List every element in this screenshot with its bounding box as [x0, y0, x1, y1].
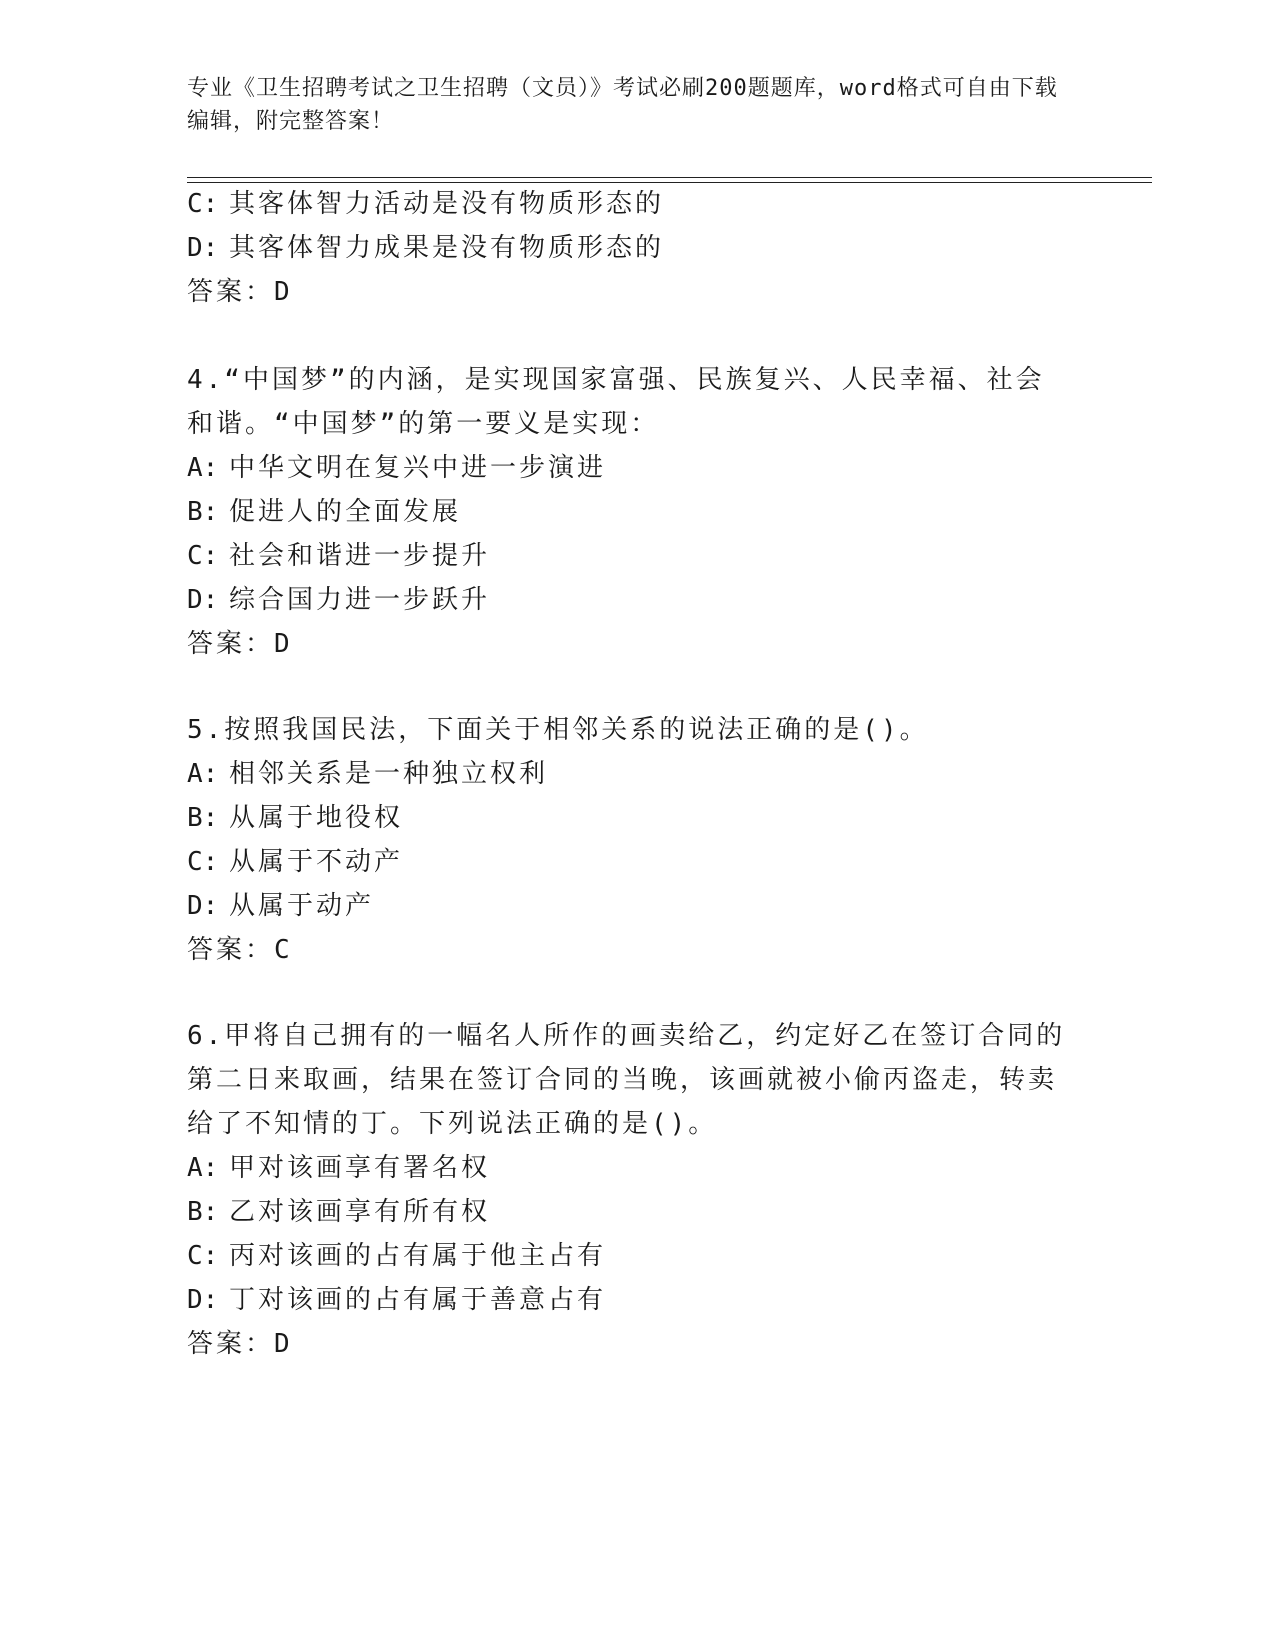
- option-d: D: 丁对该画的占有属于善意占有: [187, 1285, 607, 1315]
- header-divider: [187, 182, 1152, 183]
- question-line: 6.甲将自己拥有的一幅名人所作的画卖给乙，约定好乙在签订合同的: [187, 1021, 1066, 1051]
- option-d: D: 综合国力进一步跃升: [187, 585, 491, 615]
- option-a: A: 甲对该画享有署名权: [187, 1153, 491, 1183]
- question-line: 4.“中国梦”的内涵，是实现国家富强、民族复兴、人民幸福、社会: [187, 365, 1045, 395]
- answer-line: 答案：C: [187, 935, 293, 965]
- question-line: 和谐。“中国梦”的第一要义是实现：: [187, 409, 660, 439]
- header-divider: [187, 177, 1152, 178]
- document-header: [187, 72, 1067, 138]
- option-c: C: 从属于不动产: [187, 847, 404, 877]
- option-c: C: 其客体智力活动是没有物质形态的: [187, 189, 665, 219]
- question-line: 5.按照我国民法，下面关于相邻关系的说法正确的是()。: [187, 715, 929, 745]
- option-b: B: 乙对该画享有所有权: [187, 1197, 491, 1227]
- option-a: A: 中华文明在复兴中进一步演进: [187, 453, 607, 483]
- option-b: B: 从属于地役权: [187, 803, 404, 833]
- question-line: 第二日来取画，结果在签订合同的当晚，该画就被小偷丙盗走，转卖: [187, 1065, 1058, 1095]
- header-title: 专业《卫生招聘考试之卫生招聘（文员）》考试必刷200题题库，word格式可自由下载编辑，附完整答案！: [187, 76, 1058, 134]
- question-line: 给了不知情的丁。下列说法正确的是()。: [187, 1109, 718, 1139]
- option-b: B: 促进人的全面发展: [187, 497, 462, 527]
- answer-line: 答案：D: [187, 1329, 293, 1359]
- option-c: C: 社会和谐进一步提升: [187, 541, 491, 571]
- option-d: D: 从属于动产: [187, 891, 375, 921]
- option-c: C: 丙对该画的占有属于他主占有: [187, 1241, 607, 1271]
- option-a: A: 相邻关系是一种独立权利: [187, 759, 549, 789]
- answer-line: 答案：D: [187, 629, 293, 659]
- answer-line: 答案：D: [187, 277, 293, 307]
- option-d: D: 其客体智力成果是没有物质形态的: [187, 233, 665, 263]
